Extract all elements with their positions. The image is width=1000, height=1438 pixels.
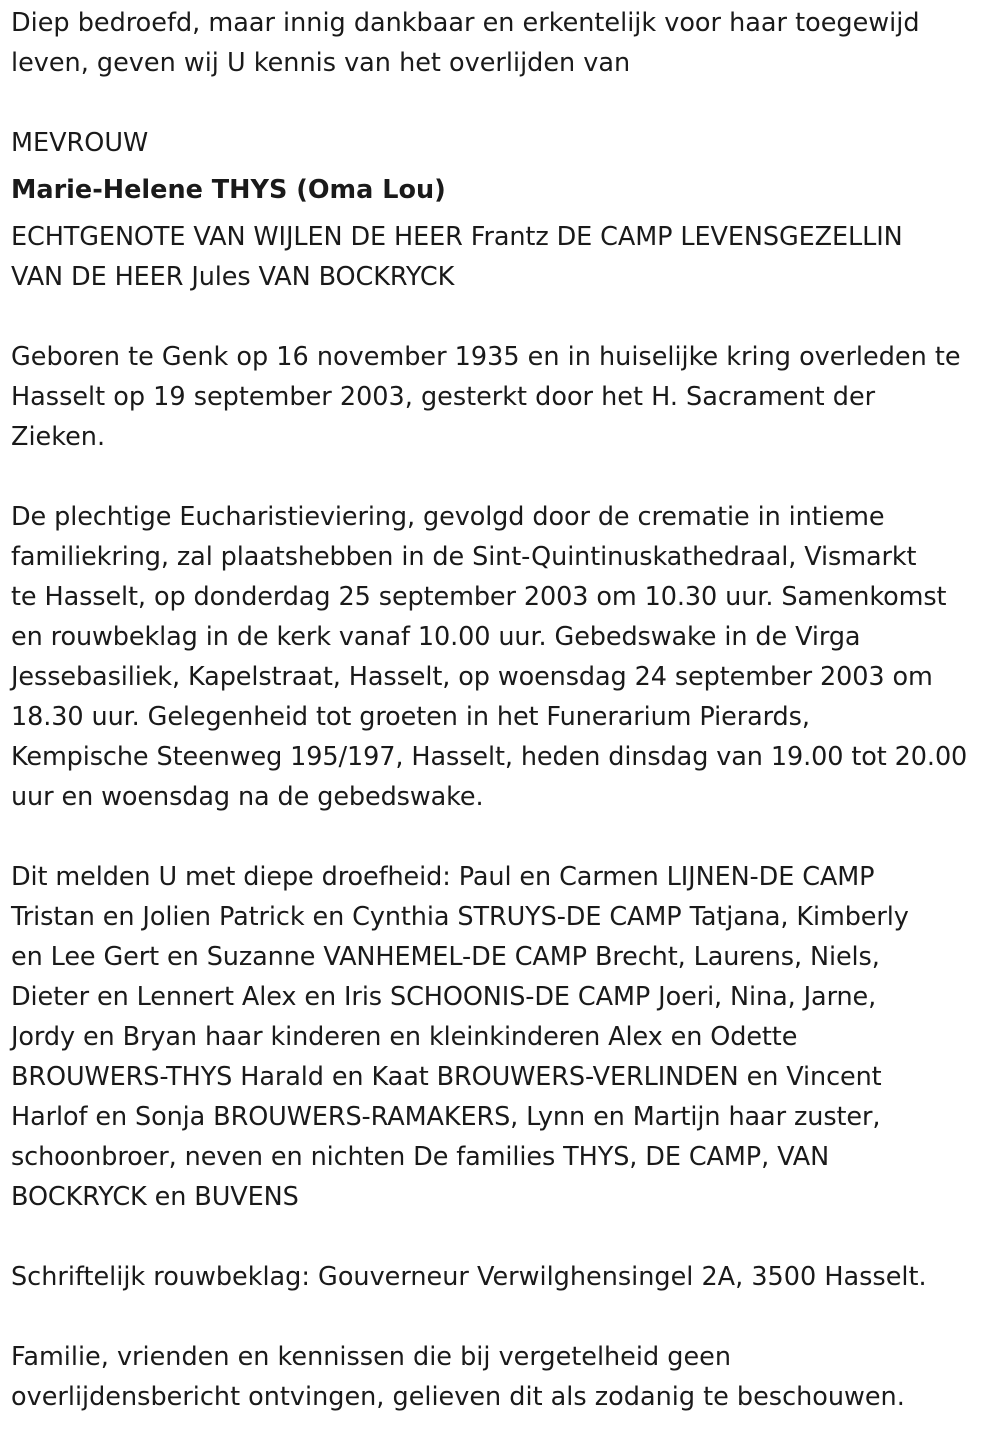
family-paragraph: Dit melden U met diepe droefheid: Paul en Carmen LIJNEN-DE CAMP Tristan en Jolien Patrick en Cynthia STRUYS-DE CAMP Tatjana, Kimberly en Lee Gert en Suzanne VANHEMEL-DE CAMP Brecht, Laurens, Niels, Dieter en Lennert Alex en Iris SCHOONIS-DE CAMP Joeri, Nina, Jarne, Jordy en Bryan haar kinderen en kleinkinderen Alex en Odette BROUWERS-THYS Harald en Kaat BROUWERS-VERLINDEN en Vincent Harlof en Sonja BROUWERS-RAMAKERS, Lynn en Martijn haar zuster, schoonbroer, neven en nichten De families THYS, DE CAMP, VAN BOCKRYCK en BUVENS — [11, 862, 909, 1212]
spacer — [11, 297, 991, 337]
spacer — [11, 1217, 991, 1257]
death-notice — [11, 3, 991, 1417]
birth-death-paragraph: Geboren te Genk op 16 november 1935 en in huiselijke kring overleden te Hasselt op 19 september 2003, gesterkt door het H. Sacrament der Zieken. — [11, 342, 961, 452]
closing-paragraph: Familie, vrienden en kennissen die bij vergetelheid geen overlijdensbericht ontvingen, gelieven dit als zodanig te beschouwen. — [11, 1342, 905, 1412]
condolence-address: Schriftelijk rouwbeklag: Gouverneur Verwilghensingel 2A, 3500 Hasselt. — [11, 1262, 927, 1292]
honorific: MEVROUW — [11, 128, 149, 158]
spacer — [11, 83, 991, 123]
relation-paragraph: ECHTGENOTE VAN WIJLEN DE HEER Frantz DE CAMP LEVENSGEZELLIN VAN DE HEER Jules VAN BOCKRYCK — [11, 222, 903, 292]
spacer — [11, 817, 991, 857]
spacer — [11, 457, 991, 497]
spacer — [11, 1297, 991, 1337]
intro-paragraph: Diep bedroefd, maar innig dankbaar en erkentelijk voor haar toegewijd leven, geven wij U kennis van het overlijden van — [11, 8, 920, 78]
deceased-name: Marie-Helene THYS (Oma Lou) — [11, 175, 446, 205]
ceremony-paragraph: De plechtige Eucharistieviering, gevolgd door de crematie in intieme familiekring, zal plaatshebben in de Sint-Quintinuskathedraal, Vismarkt te Hasselt, op donderdag 25 september 2003 om 10.30 uur. Samenkomst en rouwbeklag in de kerk vanaf 10.00 uur. Gebedswake in de Virga Jessebasiliek, Kapelstraat, Hasselt, op woensdag 24 september 2003 om 18.30 uur. Gelegenheid tot groeten in het Funerarium Pierards, Kempische Steenweg 195/197, Hasselt, heden dinsdag van 19.00 tot 20.00 uur en woensdag na de gebedswake. — [11, 502, 968, 812]
